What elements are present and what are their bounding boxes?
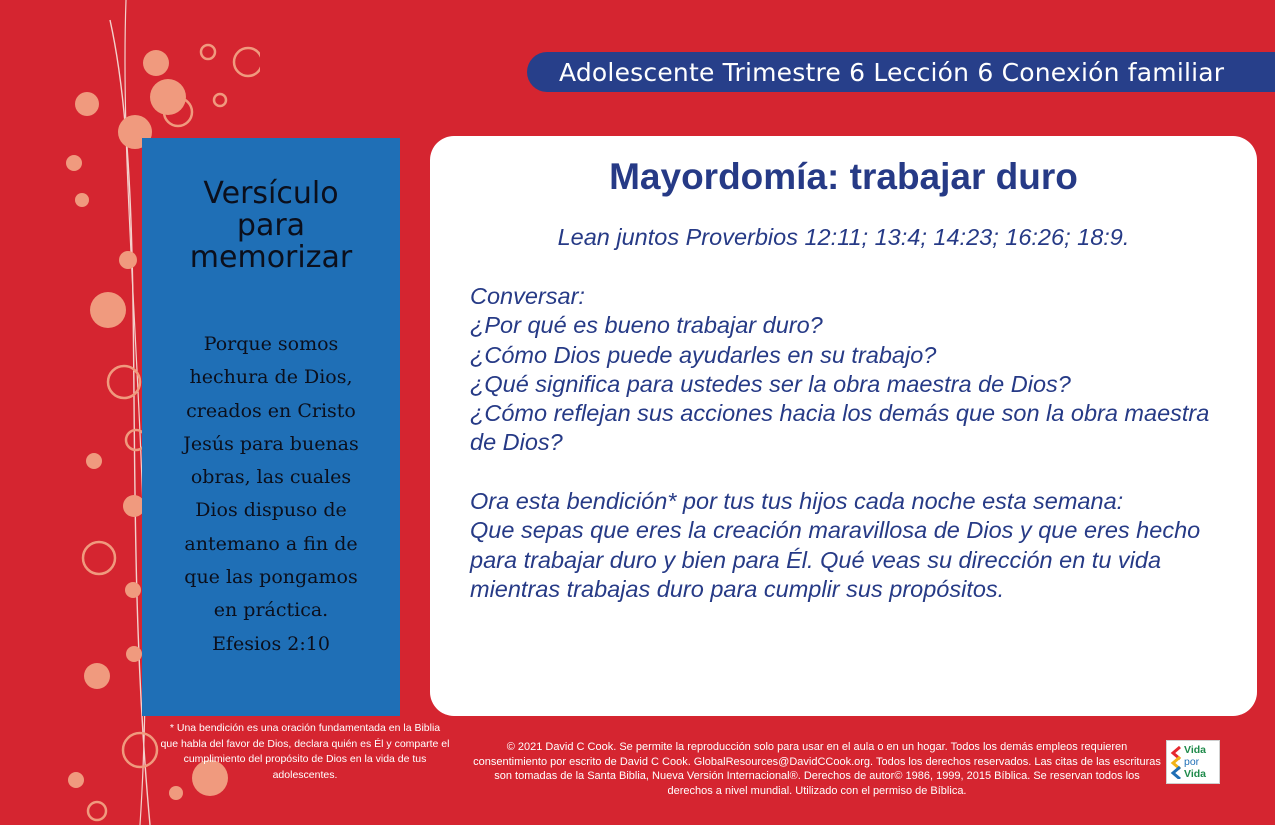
memory-title-line: Versículo [203,176,339,211]
discussion-question: ¿Cómo Dios puede ayudarles en su trabajo? [470,341,937,368]
reading-instruction: Lean juntos Proverbios 12:11; 13:4; 14:23; 16:26; 18:9. [557,224,1130,250]
memory-verse-title [142,178,400,274]
blessing-intro: Ora esta bendición* por tus tus hijos cada noche esta semana: [470,488,1124,515]
blessing-footnote: * Una bendición es una oración fundamentada en la Biblia que habla del favor de Dios, declara quién es Él y comparte el cumplimiento del propósito de Dios en la vida de tus adolescentes. [160,722,450,781]
lesson-content-card [430,136,1257,716]
verse-line: hechura de Dios, [189,366,353,389]
spacer [470,458,1230,487]
discussion-question: ¿Qué significa para ustedes ser la obra maestra de Dios? [470,370,1071,397]
lesson-body [470,282,1230,604]
discussion-question: ¿Cómo reflejan sus acciones hacia los demás que son la obra maestra de Dios? [470,400,1210,456]
verse-line: antemano a fin de [184,532,358,555]
logo-line: Vida [1184,768,1206,780]
discussion-question: ¿Por qué es bueno trabajar duro? [470,312,823,339]
verse-line: obras, las cuales [190,466,352,489]
verse-line: que las pongamos [184,566,358,589]
memory-verse-card [142,138,400,716]
logo-text [1184,744,1206,780]
copyright-notice: © 2021 David C Cook. Se permite la reproducción solo para usar en el aula o en un hogar. Todos los demás empleos requieren consentimiento por escrito de David C Cook. GlobalResources@DavidCCook.org. Todos los derechos reservados. Las citas de las escrituras son tomadas de la Santa Biblia, Nueva Versión Internacional®. Derechos de autor© 1986, 1999, 2015 Bíblica. Se reservan todos los derechos a nivel mundial. Utilizado con el permiso de Bíblica. [473,741,1161,797]
memory-title-line: para [236,208,306,243]
logo-line: por [1184,756,1200,768]
verse-line: Jesús para buenas [183,432,359,455]
lesson-title: Mayordomía: trabajar duro [609,156,1078,197]
verse-line: Porque somos [203,333,339,355]
memory-verse-text [164,328,378,661]
converse-label: Conversar: [470,283,585,309]
logo-chevron-icon [1170,745,1182,779]
blessing-text: Que sepas que eres la creación maravillosa de Dios y que eres hecho para trabajar duro y bien para Él. Qué veas su dirección en tu vida mientras trabajas duro para cumplir sus propósitos. [470,517,1201,602]
vida-por-vida-logo [1166,740,1220,784]
header-title: Adolescente Trimestre 6 Lección 6 Conexión familiar [559,58,1225,87]
verse-line: creados en Cristo [186,399,356,422]
verse-line: Dios dispuso de [195,499,347,522]
verse-line: en práctica. [213,599,329,622]
logo-line: Vida [1184,744,1206,756]
lesson-header-bar [527,52,1275,92]
memory-title-line: memorizar [189,240,353,275]
verse-reference: Efesios 2:10 [212,632,330,655]
